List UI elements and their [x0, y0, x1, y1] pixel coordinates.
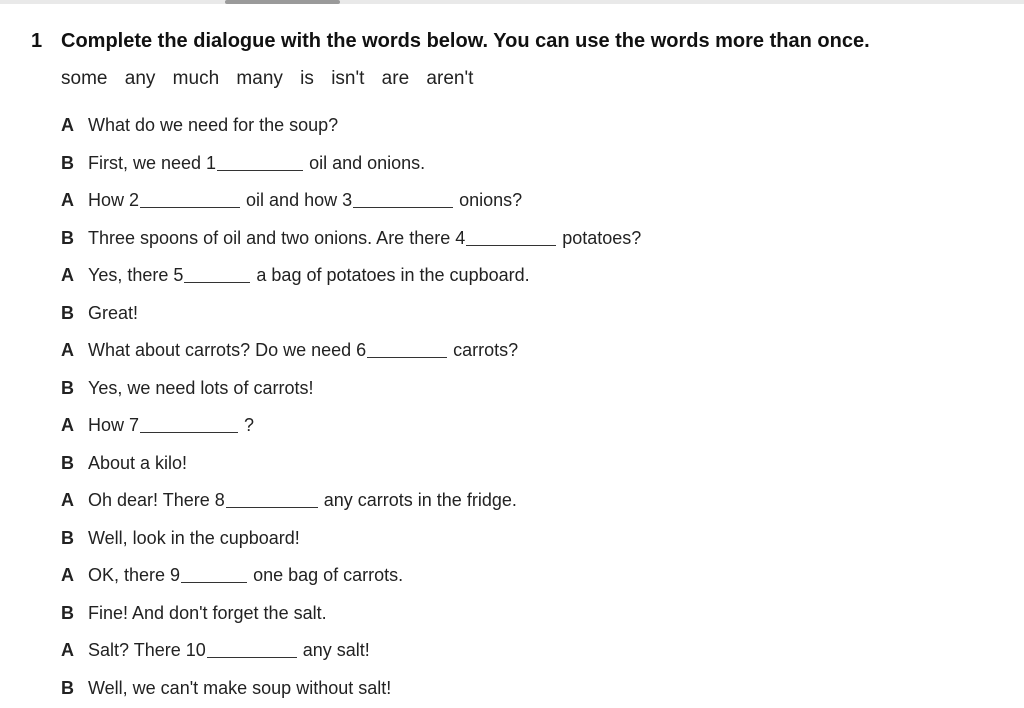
word-bank-item: is: [300, 68, 314, 89]
line-text-after: onions?: [459, 190, 523, 211]
cropped-heading-fragment: [225, 0, 340, 4]
dialogue-line-16: [61, 670, 641, 708]
speaker-label: B: [61, 302, 74, 323]
word-bank: [61, 68, 485, 90]
dialogue-line-1: [61, 107, 641, 145]
word-bank-item: any: [124, 68, 156, 89]
dialogue-line-13: [61, 557, 641, 595]
line-text: Salt? There 10: [88, 640, 206, 661]
speaker-label: A: [61, 115, 74, 136]
dialogue-line-7: [61, 332, 641, 370]
answer-blank-9[interactable]: [181, 566, 247, 583]
line-text: How 2: [88, 190, 140, 211]
speaker-label: B: [61, 527, 74, 548]
answer-blank-8[interactable]: [226, 491, 318, 508]
line-text: What do we need for the soup?: [88, 115, 339, 136]
dialogue-line-10: [61, 445, 641, 483]
line-text: First, we need 1: [88, 152, 217, 173]
line-text: OK, there 9: [88, 565, 181, 586]
dialogue-line-2: [61, 145, 641, 183]
speaker-label: B: [61, 152, 74, 173]
line-text-after: any salt!: [302, 640, 370, 661]
answer-blank-5[interactable]: [184, 266, 250, 283]
speaker-label: A: [61, 265, 74, 286]
line-text: Fine! And don't forget the salt.: [88, 602, 327, 623]
answer-blank-1[interactable]: [217, 154, 303, 171]
exercise-number: 1: [31, 30, 43, 52]
dialogue-line-3: [61, 182, 641, 220]
answer-blank-6[interactable]: [367, 341, 447, 358]
top-edge-strip: [0, 0, 1024, 4]
answer-blank-3[interactable]: [353, 191, 453, 208]
line-text-after: carrots?: [453, 340, 519, 361]
line-text: How 7: [88, 415, 140, 436]
speaker-label: A: [61, 190, 74, 211]
line-text: Three spoons of oil and two onions. Are there 4: [88, 227, 466, 248]
word-bank-item: isn't: [331, 68, 365, 89]
line-text-after: ?: [244, 415, 255, 436]
line-text-after: any carrots in the fridge.: [323, 490, 517, 511]
word-bank-item: aren't: [426, 68, 474, 89]
line-text: Oh dear! There 8: [88, 490, 225, 511]
dialogue-line-6: [61, 295, 641, 333]
dialogue-line-15: [61, 632, 641, 670]
line-text: Well, look in the cupboard!: [88, 527, 300, 548]
speaker-label: B: [61, 227, 74, 248]
dialogue-line-11: [61, 482, 641, 520]
word-bank-item: some: [61, 68, 108, 89]
dialogue-line-14: [61, 595, 641, 633]
line-text-after: a bag of potatoes in the cupboard.: [256, 265, 530, 286]
line-text-after: oil and onions.: [309, 152, 426, 173]
line-text: Great!: [88, 302, 139, 323]
speaker-label: B: [61, 452, 74, 473]
answer-blank-7[interactable]: [140, 416, 238, 433]
line-text-after: one bag of carrots.: [253, 565, 404, 586]
speaker-label: A: [61, 640, 74, 661]
word-bank-item: are: [381, 68, 410, 89]
answer-blank-10[interactable]: [207, 641, 297, 658]
line-text-after: potatoes?: [562, 227, 642, 248]
speaker-label: A: [61, 415, 74, 436]
speaker-label: B: [61, 677, 74, 698]
answer-blank-4[interactable]: [466, 229, 556, 246]
line-text: Yes, there 5: [88, 265, 184, 286]
answer-blank-2[interactable]: [140, 191, 240, 208]
dialogue-line-4: [61, 220, 641, 258]
line-text-middle: oil and how 3: [246, 190, 353, 211]
line-text: Yes, we need lots of carrots!: [88, 377, 314, 398]
dialogue-line-9: [61, 407, 641, 445]
exercise-header: [31, 30, 870, 53]
dialogue: [61, 107, 641, 707]
speaker-label: A: [61, 490, 74, 511]
word-bank-item: much: [172, 68, 220, 89]
dialogue-line-12: [61, 520, 641, 558]
line-text: What about carrots? Do we need 6: [88, 340, 367, 361]
speaker-label: A: [61, 565, 74, 586]
line-text: About a kilo!: [88, 452, 188, 473]
speaker-label: B: [61, 602, 74, 623]
dialogue-line-8: [61, 370, 641, 408]
dialogue-line-5: [61, 257, 641, 295]
speaker-label: B: [61, 377, 74, 398]
line-text: Well, we can't make soup without salt!: [88, 677, 392, 698]
exercise-instruction: Complete the dialogue with the words below. You can use the words more than once.: [61, 30, 870, 52]
word-bank-item: many: [236, 68, 283, 89]
speaker-label: A: [61, 340, 74, 361]
